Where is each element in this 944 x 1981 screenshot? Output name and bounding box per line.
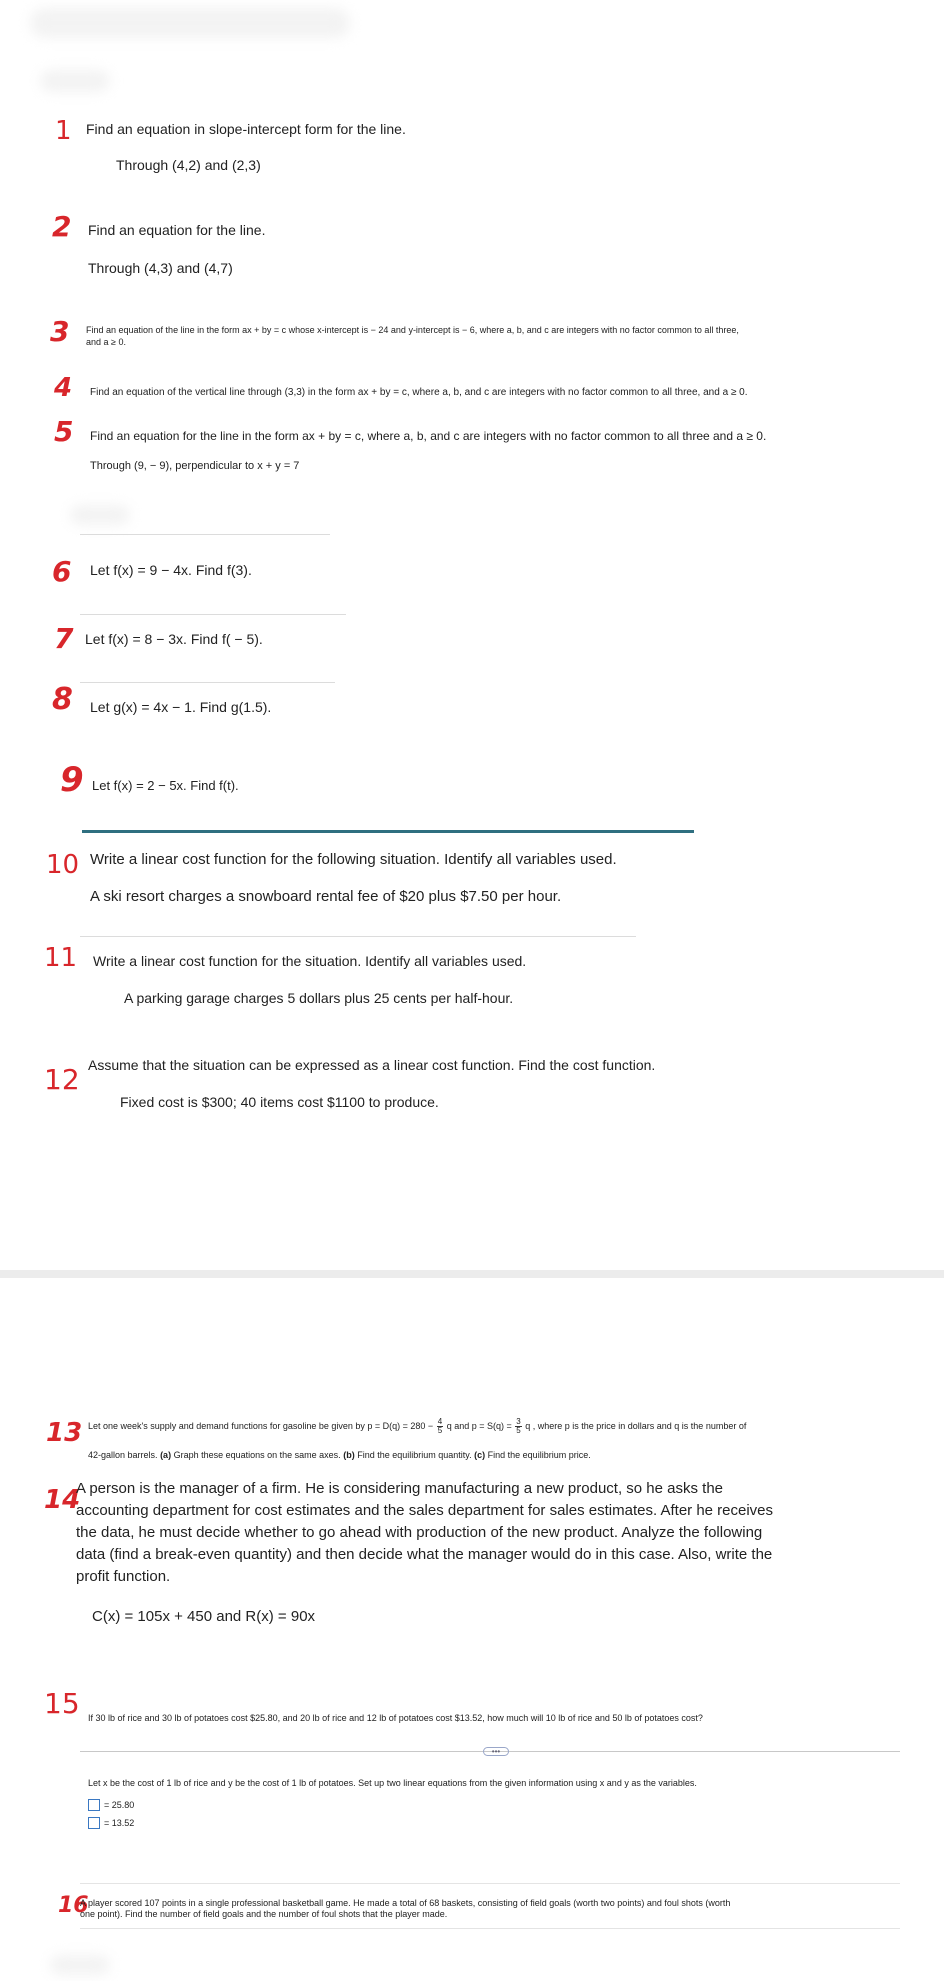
problem-number-8: 8	[52, 682, 73, 717]
fraction-three-fifths	[515, 1418, 521, 1435]
blurred-header-mid	[70, 505, 130, 525]
problem-4-question: Find an equation of the vertical line through (3,3) in the form ax + by = c, where a, b, and c are integers with no factor common to all three, and a ≥ 0.	[90, 387, 748, 398]
blurred-header-bottom	[50, 1955, 110, 1975]
divider	[80, 534, 330, 535]
problem-2-given: Through (4,3) and (4,7)	[88, 260, 233, 276]
expand-button[interactable]: •••	[483, 1747, 509, 1756]
problem-number-1: 1	[55, 116, 72, 146]
problem-15-question: If 30 lb of rice and 30 lb of potatoes cost $25.80, and 20 lb of rice and 12 lb of potatoes cost $13.52, how much will 10 lb of rice and 50 lb of potatoes cost?	[88, 1713, 703, 1723]
equation-1-rhs: = 25.80	[104, 1800, 135, 1810]
divider	[80, 1883, 900, 1884]
problem-12-given: Fixed cost is $300; 40 items cost $1100 to produce.	[120, 1094, 439, 1110]
problem-number-9: 9	[60, 760, 84, 800]
equation-2-rhs: = 13.52	[104, 1818, 135, 1828]
problem-number-13: 13	[46, 1418, 83, 1448]
problem-12-question: Assume that the situation can be expressed as a linear cost function. Find the cost function.	[88, 1057, 656, 1073]
part-b-text: Find the equilibrium quantity.	[357, 1450, 472, 1460]
problem-8-question: Let g(x) = 4x − 1. Find g(1.5).	[90, 699, 272, 715]
problem-5-given: Through (9, − 9), perpendicular to x + y = 7	[90, 460, 300, 472]
problem-13-text-b: q and p = S(q) =	[446, 1420, 512, 1431]
divider	[80, 682, 335, 683]
problem-number-12: 12	[44, 1063, 80, 1096]
problem-1-given: Through (4,2) and (2,3)	[116, 157, 261, 173]
problem-number-4: 4	[54, 373, 73, 403]
page-separator	[0, 1270, 944, 1278]
fraction-denominator: 5	[516, 1426, 521, 1435]
problem-number-5: 5	[54, 415, 74, 448]
fraction-denominator: 5	[437, 1426, 443, 1435]
problem-5-question: Find an equation for the line in the form ax + by = c, where a, b, and c are integers with no factor common to all three and a ≥ 0.	[90, 429, 767, 443]
problem-number-10: 10	[46, 850, 80, 880]
problem-number-16: 16	[58, 1893, 89, 1918]
fraction-numerator: 4	[437, 1417, 443, 1426]
problem-number-14: 14	[44, 1485, 81, 1515]
problem-7-question: Let f(x) = 8 − 3x. Find f( − 5).	[85, 631, 263, 647]
problem-11-question: Write a linear cost function for the situation. Identify all variables used.	[93, 953, 527, 969]
part-c-text: Find the equilibrium price.	[487, 1450, 591, 1460]
problem-14-line-5: profit function.	[76, 1568, 171, 1585]
problem-13-question	[88, 1418, 746, 1435]
problem-2-question: Find an equation for the line.	[88, 222, 266, 238]
problem-9-question: Let f(x) = 2 − 5x. Find f(t).	[92, 778, 239, 793]
problem-14-line-1: A person is the manager of a firm. He is considering manufacturing a new product, so he asks the	[76, 1480, 724, 1497]
blurred-header-left	[40, 70, 110, 92]
fraction-four-fifths	[437, 1418, 443, 1435]
part-a-label: (a)	[160, 1450, 172, 1460]
problem-3-question-cont: and a ≥ 0.	[86, 337, 126, 347]
equation-2-answer-box[interactable]	[88, 1817, 100, 1829]
part-c-label: (c)	[474, 1450, 486, 1460]
problem-1-question: Find an equation in slope-intercept form for the line.	[86, 121, 406, 137]
problem-16-line-1: A player scored 107 points in a single professional basketball game. He made a total of 68 baskets, consisting of field goals (worth two points) and foul shots (worth	[80, 1898, 731, 1908]
problem-14-line-2: accounting department for cost estimates and the sales department for sales estimates. After he receives	[76, 1502, 774, 1519]
problem-13-text-c: q , where p is the price in dollars and q is the number of	[525, 1420, 747, 1431]
problem-number-3: 3	[50, 315, 70, 348]
problem-13-question-line2	[88, 1450, 591, 1461]
problem-10-question: Write a linear cost function for the following situation. Identify all variables used.	[90, 851, 617, 868]
problem-11-given: A parking garage charges 5 dollars plus 25 cents per half-hour.	[124, 990, 514, 1006]
problem-number-6: 6	[52, 555, 72, 588]
section-divider	[82, 830, 694, 833]
problem-number-11: 11	[44, 943, 78, 973]
problem-number-2: 2	[52, 210, 72, 243]
problem-6-question: Let f(x) = 9 − 4x. Find f(3).	[90, 562, 252, 578]
problem-14-line-3: the data, he must decide whether to go ahead with production of the new product. Analyze the following	[76, 1524, 763, 1541]
problem-number-7: 7	[54, 622, 74, 655]
equation-1-answer-box[interactable]	[88, 1799, 100, 1811]
divider	[80, 614, 346, 615]
problem-3-question: Find an equation of the line in the form ax + by = c whose x-intercept is − 24 and y-intercept is − 6, where a, b, and c are integers with no factor common to all three,	[86, 325, 739, 335]
divider	[80, 936, 636, 937]
problem-13-line2-start: 42-gallon barrels.	[88, 1450, 158, 1460]
part-b-label: (b)	[343, 1450, 355, 1460]
problem-15-instructions: Let x be the cost of 1 lb of rice and y be the cost of 1 lb of potatoes. Set up two linear equations from the given information using x and y as the variables.	[88, 1778, 697, 1788]
fraction-numerator: 3	[516, 1417, 521, 1426]
problem-number-15: 15	[44, 1687, 80, 1720]
problem-16-line-2: one point). Find the number of field goals and the number of foul shots that the player made.	[80, 1909, 448, 1919]
problem-13-text-a: Let one week's supply and demand functions for gasoline be given by p = D(q) = 280 −	[88, 1420, 434, 1431]
part-a-text: Graph these equations on the same axes.	[173, 1450, 341, 1460]
divider	[80, 1928, 900, 1929]
problem-14-line-4: data (find a break-even quantity) and then decide what the manager would do in this case. Also, write the	[76, 1546, 773, 1563]
problem-10-given: A ski resort charges a snowboard rental fee of $20 plus $7.50 per hour.	[90, 888, 562, 905]
blurred-header-top	[30, 8, 350, 38]
problem-14-functions: C(x) = 105x + 450 and R(x) = 90x	[92, 1608, 316, 1625]
